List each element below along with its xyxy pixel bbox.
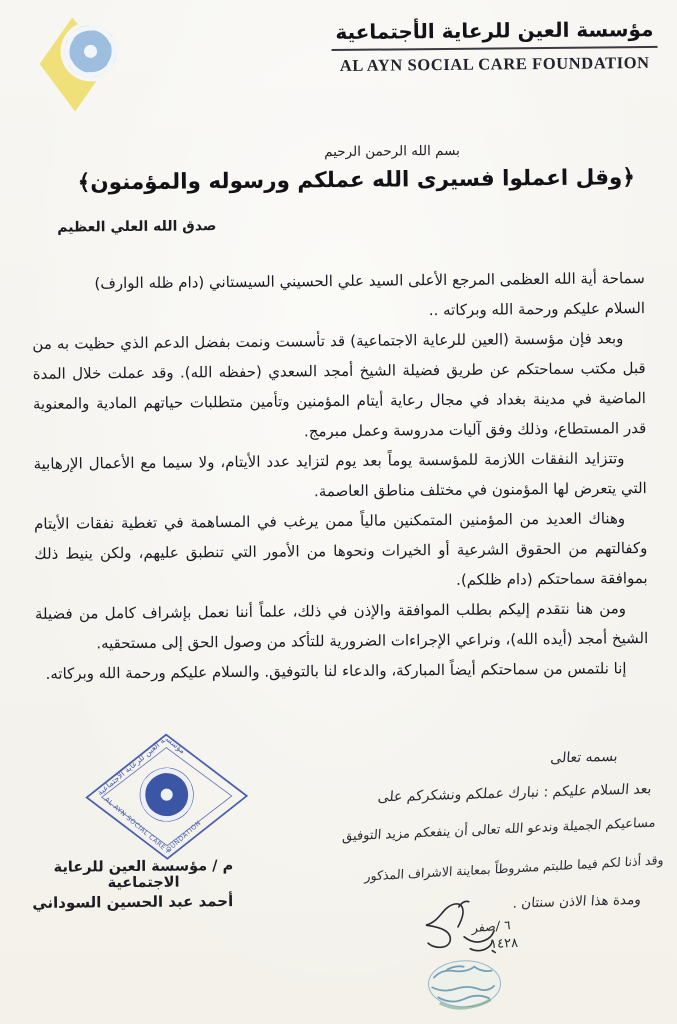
reply-line-3: وقد أذنا لكم فيما طلبتم مشروطاً بمعاينة الاشراف المذكور bbox=[363, 852, 664, 884]
letter-paragraph-4: ومن هنا نتقدم إليكم بطلب الموافقة والإذن في ذلك، علماً أننا نعمل بإشراف كامل من فضيلة الشيخ أمجد (أيده الله)، ونراعي الإجراءات الضرورية للتأكد من وصول الحق إلى مستحقيه. bbox=[34, 599, 649, 653]
letterhead-divider bbox=[332, 46, 658, 51]
reply-line-2: مساعيكم الجميلة وندعو الله تعالى أن ينفعكم مزيد التوفيق bbox=[342, 815, 657, 845]
basmala-line: بسم الله الرحمن الرحيم bbox=[324, 142, 460, 161]
stamp-english-text: AL AYN SOCIAL CARE FOUNDATION bbox=[102, 795, 203, 857]
foundation-name-arabic: مؤسسة العين للرعاية الأجتماعية bbox=[335, 16, 654, 45]
reply-line-1: بعد السلام عليكم : نبارك عملكم ونشكركم على bbox=[377, 781, 653, 806]
greeting-line: السلام عليكم ورحمة الله وبركاته .. bbox=[428, 299, 646, 320]
letter-paragraph-5: إنا نلتمس من سماحتكم أيضاً المباركة، والدعاء لنا بالتوفيق. والسلام عليكم ورحمة الله وبركاته. bbox=[45, 659, 627, 683]
letter-paragraph-3: وهناك العديد من المؤمنين المتمكنين مالياً ممن يرغب في المساهمة في تغطية نفقات الأيتام وكفالتهم من الحقوق الشرعية أو الخيرات ونحوها من الأمور التي تنطبق عليهم، ولكن ينيط ذلك بموافقة سماحتكم (دام ظلكم). bbox=[34, 509, 648, 589]
foundation-name-english: AL AYN SOCIAL CARE FOUNDATION bbox=[339, 52, 650, 75]
foundation-logo-icon bbox=[23, 12, 136, 119]
signatory-org-line: م / مؤسسة العين للرعاية الاجتماعية bbox=[53, 858, 234, 892]
letterhead bbox=[331, 17, 658, 76]
reply-date-year: ١٤٢٨ bbox=[489, 935, 519, 953]
addressee-line: سماحة أية الله العظمى المرجع الأعلى السيد علي الحسيني السيستاني (دام ظله الوارف) bbox=[94, 269, 645, 293]
letter-body bbox=[32, 263, 649, 689]
stamp-arabic-text: مؤسسة العين للرعاية الاجتماعية bbox=[95, 734, 188, 798]
reply-basmala: بسمه تعالى bbox=[549, 748, 618, 767]
foundation-stamp bbox=[82, 732, 251, 862]
reply-line-4: ومدة هذا الاذن سنتان . bbox=[511, 891, 642, 912]
verse-attribution: صدق الله العلي العظيم bbox=[57, 218, 217, 236]
office-seal-stamp bbox=[424, 957, 505, 1012]
quran-verse: ﴿وقل اعملوا فسيرى الله عملكم ورسوله والمؤمنون﴾ bbox=[77, 165, 636, 196]
letter-paragraph-2: وتتزايد النفقات اللازمة للمؤسسة يوماً بعد يوم لتزايد عدد الأيتام، ولا سيما مع الأعمال الإرهابية التي يتعرض لها المؤمنون في مختلف مناطق العاصمة. bbox=[33, 449, 647, 501]
reply-date-day-month: ٦ /صفر bbox=[471, 916, 511, 936]
signatory-name: أحمد عبد الحسين السوداني bbox=[32, 892, 234, 912]
letter-paragraph-1: وبعد فإن مؤسسة (العين للرعاية الاجتماعية) قد تأسست ونمت بفضل الدعم الذي حظيت به من قبل مكتب سماحتكم عن طريق فضيلة الشيخ أمجد السعدي (حفظه الله). وقد عملت خلال المدة الماضية في مدينة بغداد في مجال رعاية أيتام المؤمنين وتأمين متطلبات حياتهم المادية والمعنوية قدر المستطاع، وذلك وفق آليات مدروسة وعمل مبرمج. bbox=[32, 329, 647, 441]
